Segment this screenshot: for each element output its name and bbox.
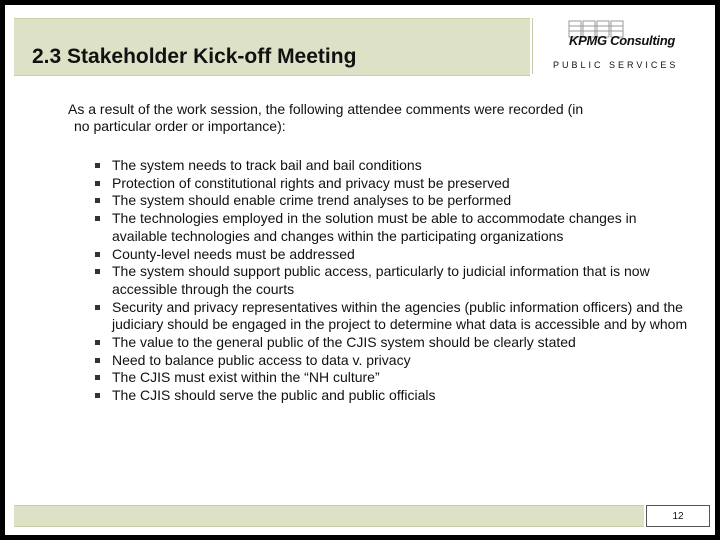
bullet-icon [95, 393, 100, 398]
bullet-icon [95, 198, 100, 203]
list-item [93, 334, 693, 352]
list-item-text: Protection of constitutional rights and privacy must be preserved [112, 174, 510, 191]
bullet-icon [95, 305, 100, 310]
list-item [93, 352, 693, 370]
list-item [93, 192, 693, 210]
title-bar [14, 18, 530, 76]
footer-bar [14, 505, 644, 527]
list-item-text: County-level needs must be addressed [112, 245, 355, 262]
list-item [93, 387, 693, 405]
list-item-text: The technologies employed in the solution must be able to accommodate changes in available technologies and changes within the participating organizations [112, 210, 637, 244]
list-item [93, 157, 693, 175]
list-item [93, 299, 693, 334]
intro-line-2: no particular order or importance): [74, 118, 286, 134]
list-item [93, 246, 693, 264]
bullet-icon [95, 358, 100, 363]
bullet-icon [95, 216, 100, 221]
list-item [93, 210, 693, 245]
logo [532, 18, 709, 74]
comment-list [93, 157, 693, 405]
bullet-icon [95, 375, 100, 380]
page-title: 2.3 Stakeholder Kick-off Meeting [32, 45, 357, 68]
intro-line-1: As a result of the work session, the following attendee comments were recorded (in [68, 101, 584, 117]
slide [5, 5, 715, 535]
page-number-box [646, 505, 710, 527]
list-item-text: Security and privacy representatives within the agencies (public information officers) and the judiciary should be engaged in the project to determine what data is accessible and by whom [112, 298, 688, 333]
list-item [93, 263, 693, 298]
list-item-text: The CJIS must exist within the “NH culture” [112, 369, 380, 386]
bullet-icon [95, 163, 100, 168]
bullet-icon [95, 340, 100, 345]
list-item-text: The value to the general public of the CJIS system should be clearly stated [112, 334, 576, 351]
list-item-text: The CJIS should serve the public and public officials [112, 387, 436, 404]
list-item [93, 369, 693, 387]
page-number: 12 [672, 511, 684, 522]
list-item-text: Need to balance public access to data v. privacy [112, 351, 411, 368]
bullet-icon [95, 252, 100, 257]
intro-text [68, 101, 678, 135]
list-item [93, 175, 693, 193]
bullet-icon [95, 181, 100, 186]
list-item-text: The system needs to track bail and bail conditions [112, 157, 422, 173]
logo-subtitle: PUBLIC SERVICES [553, 60, 679, 70]
list-item-text: The system should support public access, particularly to judicial information that is now accessible through the courts [112, 263, 650, 297]
bullet-icon [95, 269, 100, 274]
list-item-text: The system should enable crime trend analyses to be performed [112, 192, 512, 209]
logo-text: KPMG Consulting [569, 33, 675, 48]
